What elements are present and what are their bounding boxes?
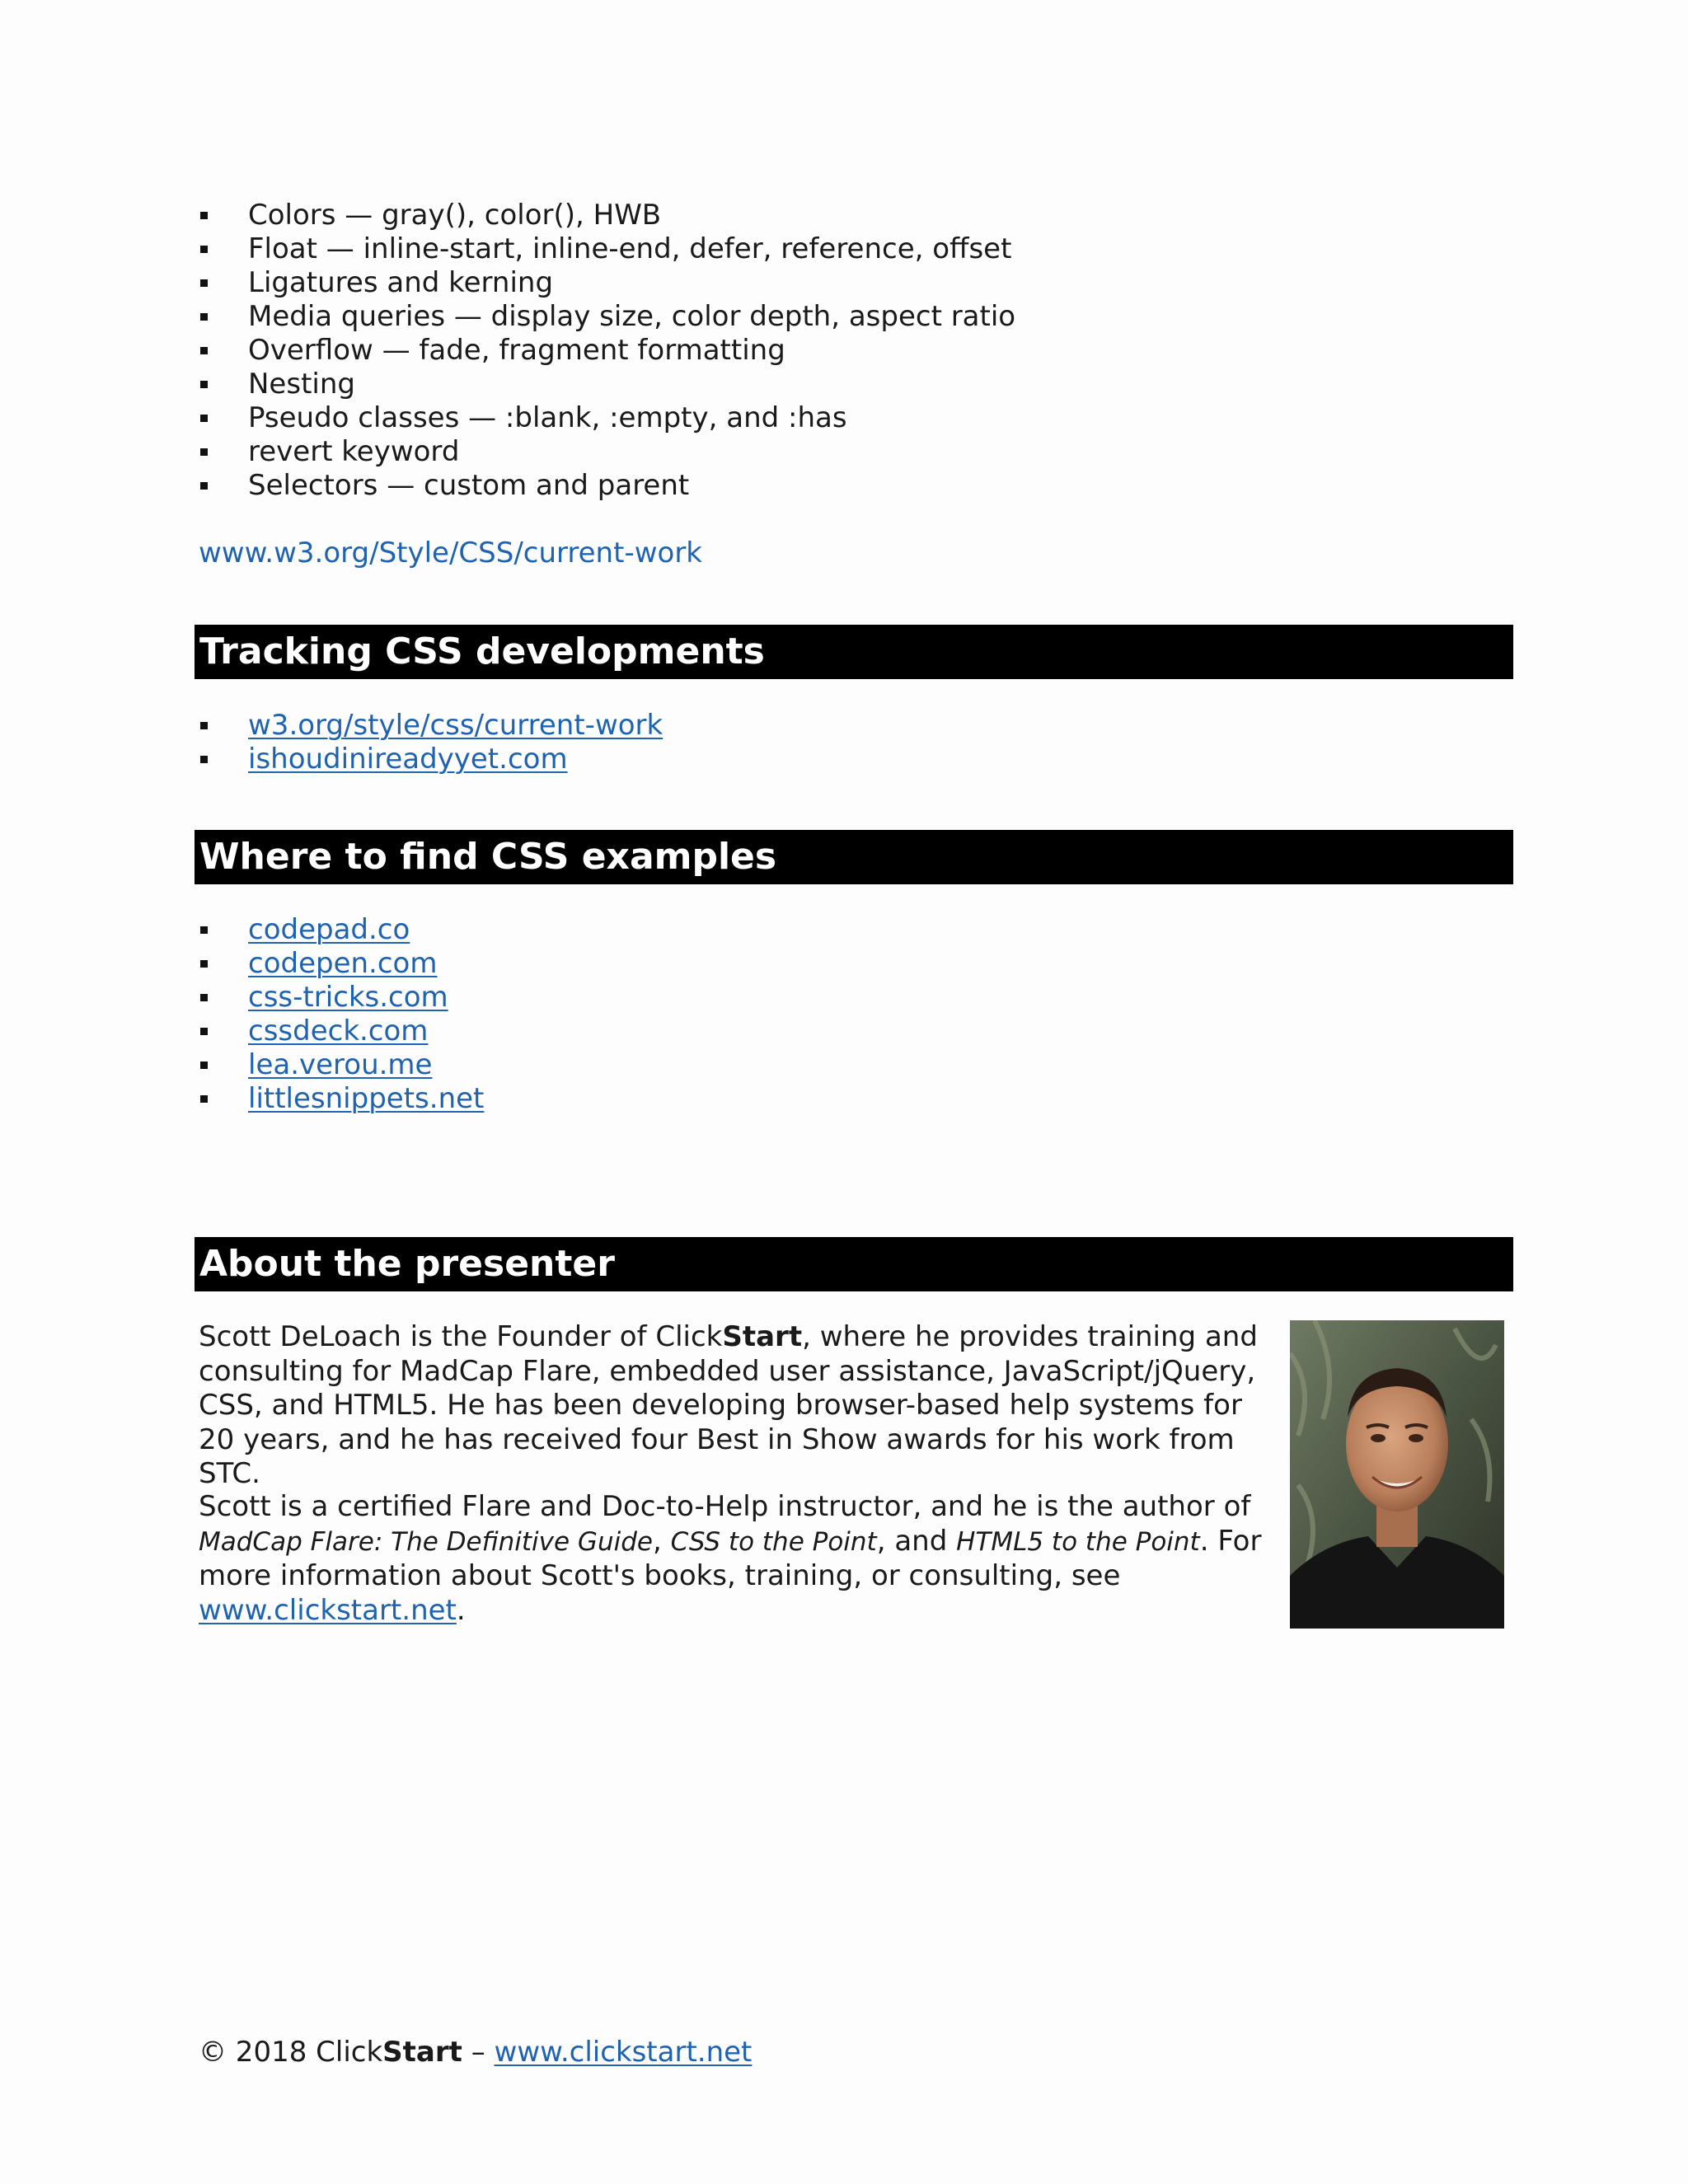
list-item (198, 947, 484, 981)
list-item (198, 1048, 484, 1082)
square-bullet-icon (200, 960, 208, 968)
list-item: Overflow — fade, fragment formatting (198, 334, 1015, 368)
square-bullet-icon (200, 313, 208, 321)
link-w3-current-work[interactable]: w3.org/style/css/current-work (248, 709, 663, 742)
square-bullet-icon (200, 212, 208, 219)
book-title: MadCap Flare: The Definitive Guide (199, 1526, 653, 1557)
square-bullet-icon (200, 246, 208, 253)
presenter-bio-paragraph: Scott DeLoach is the Founder of ClickStart, where he provides training and consulting for MadCap Flare, embedded user assistance, JavaScript/jQuery, CSS, and HTML5. He has been developing browser-based help systems for 20 years, and he has received four Best in Show awards for his work from STC. (199, 1320, 1258, 1490)
link-css-tricks[interactable]: css-tricks.com (248, 981, 448, 1014)
list-item (198, 981, 484, 1015)
square-bullet-icon (200, 1095, 208, 1103)
square-bullet-icon (200, 381, 208, 388)
presenter-author-paragraph: Scott is a certified Flare and Doc-to-Help instructor, and he is the author of MadCap Flare: The Definitive Guide, CSS to the Point, and HTML5 to the Point. For more information about Scott's books, training, or consulting, see www.clickstart.net. (199, 1490, 1262, 1627)
footer: © 2018 ClickStart – www.clickstart.net (199, 2036, 753, 2069)
section-heading-about: About the presenter (195, 1237, 1513, 1291)
book-title: HTML5 to the Point (956, 1526, 1200, 1557)
list-item: Float — inline-start, inline-end, defer, reference, offset (198, 232, 1015, 266)
list-item: revert keyword (198, 435, 1015, 469)
link-ishoudinireadyyet[interactable]: ishoudinireadyyet.com (248, 743, 568, 776)
current-work-url[interactable]: www.w3.org/Style/CSS/current-work (199, 537, 702, 569)
list-item: Media queries — display size, color depth, aspect ratio (198, 300, 1015, 334)
square-bullet-icon (200, 994, 208, 1001)
list-item: Ligatures and kerning (198, 266, 1015, 300)
square-bullet-icon (200, 448, 208, 456)
link-cssdeck[interactable]: cssdeck.com (248, 1015, 429, 1047)
brand-bold: Start (722, 1320, 803, 1353)
square-bullet-icon (200, 1028, 208, 1035)
square-bullet-icon (200, 756, 208, 763)
square-bullet-icon (200, 1062, 208, 1069)
footer-clickstart-link[interactable]: www.clickstart.net (494, 2036, 753, 2069)
examples-links-list (198, 913, 484, 1116)
section-heading-tracking: Tracking CSS developments (195, 625, 1513, 679)
square-bullet-icon (200, 347, 208, 354)
list-item (198, 913, 484, 947)
link-codepad[interactable]: codepad.co (248, 913, 410, 946)
css-features-list (198, 199, 1015, 503)
square-bullet-icon (200, 722, 208, 729)
square-bullet-icon (200, 415, 208, 422)
list-item: Colors — gray(), color(), HWB (198, 199, 1015, 232)
list-item: Selectors — custom and parent (198, 469, 1015, 503)
book-title: CSS to the Point (670, 1526, 877, 1557)
tracking-links-list (198, 709, 663, 776)
clickstart-link[interactable]: www.clickstart.net (199, 1593, 457, 1627)
list-item (198, 743, 663, 776)
presenter-photo (1290, 1320, 1504, 1629)
brand-bold: Start (382, 2036, 462, 2069)
list-item (198, 1015, 484, 1048)
list-item: Pseudo classes — :blank, :empty, and :has (198, 401, 1015, 435)
square-bullet-icon (200, 279, 208, 287)
square-bullet-icon (200, 482, 208, 490)
link-littlesnippets[interactable]: littlesnippets.net (248, 1082, 485, 1115)
list-item: Nesting (198, 368, 1015, 401)
list-item (198, 1082, 484, 1116)
square-bullet-icon (200, 926, 208, 934)
section-heading-examples: Where to find CSS examples (195, 830, 1513, 884)
list-item (198, 709, 663, 743)
link-codepen[interactable]: codepen.com (248, 947, 438, 980)
link-lea-verou[interactable]: lea.verou.me (248, 1048, 433, 1081)
